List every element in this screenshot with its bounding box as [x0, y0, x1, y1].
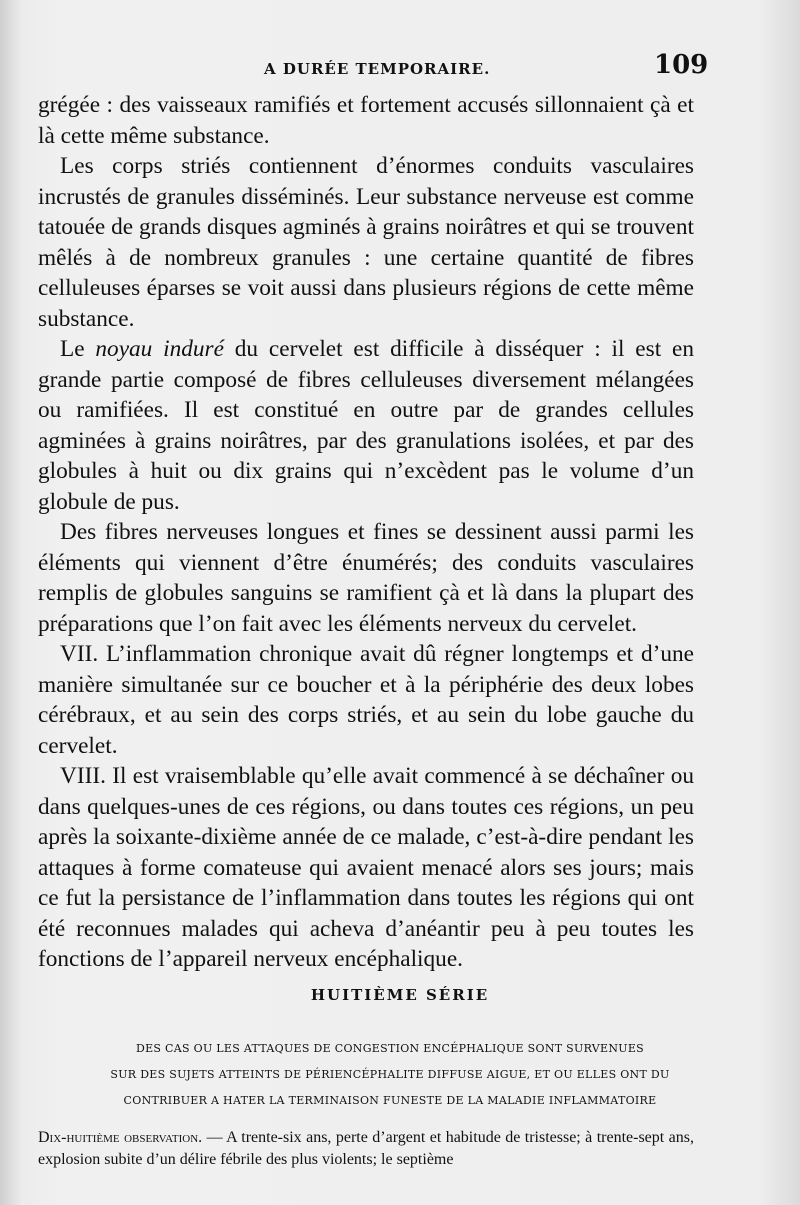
subtitle-line: SUR DES SUJETS ATTEINTS DE PÉRIENCÉPHALITE DIFFUSE AIGUE, ET OU ELLES ONT DU [110, 1068, 670, 1081]
series-title: HUITIÈME SÉRIE [310, 986, 490, 1004]
subtitle-line: DES CAS OU LES ATTAQUES DE CONGESTION ENCÉPHALIQUE SONT SURVENUES [135, 1042, 645, 1055]
paragraph: Des fibres nerveuses longues et fines se dessinent aussi parmi les éléments qui viennent d’être énumérés; des conduits vasculaires remplis de globules sanguins se ramifient çà et là dans la plupart des préparations que l’on fait avec les éléments nerveux du cervelet. [38, 519, 694, 637]
subtitle-line: CONTRIBUER A HATER LA TERMINAISON FUNESTE DE LA MALADIE INFLAMMATOIRE [123, 1094, 657, 1107]
italic-term: noyau induré [95, 336, 224, 362]
page-header [36, 46, 709, 80]
running-title: A DURÉE TEMPORAIRE. [264, 60, 491, 78]
paragraph: VII. L’inflammation chronique avait dû régner longtemps et d’une manière simultanée sur ce boucher et à la périphérie des deux lobes cérébraux, et au sein des corps striés, et au sein du lobe gauche du cervelet. [38, 641, 694, 759]
page-number: 109 [654, 50, 709, 80]
observation-text: — A trente-six ans, perte d’argent et habitude de tristesse; à trente-sept ans, explosion subite d’un délire fébrile des plus violents; le septième [38, 1129, 694, 1168]
paragraph: grégée : des vaisseaux ramifiés et fortement accusés sillonnaient çà et là cette même substance. [38, 92, 694, 149]
paragraph: Les corps striés contiennent d’énormes conduits vasculaires incrustés de granules disséminés. Leur substance nerveuse est comme tatouée de grands disques agminés à grains noirâtres et qui se trouvent mêlés à de nombreux granules : une certaine quantité de fibres celluleuses éparses se voit aussi dans plusieurs régions de cette même substance. [38, 153, 694, 332]
observation-lead: Dix-huitième observation. [38, 1129, 203, 1146]
paragraph: Le noyau induré du cervelet est difficile à disséquer : il est en grande partie composé de fibres celluleuses diversement mélangées ou ramifiées. Il est constitué en outre par de grandes cellules agminées à grains noirâtres, par des granulations isolées, et par des globules à huit ou dix grains qui n’excèdent pas le volume d’un globule de pus. [38, 336, 694, 515]
paragraph: VIII. Il est vraisemblable qu’elle avait commencé à se déchaîner ou dans quelques-unes de ces régions, ou dans toutes ces régions, un peu après la soixante-dixième année de ce malade, c’est-à-dire pendant les attaques à forme comateuse qui avaient menacé alors ses jours; mais ce fut la persistance de l’inflammation dans toutes les régions qui ont été reconnues malades qui acheva d’anéantir peu à peu toutes les fonctions de l’appareil nerveux encéphalique. [38, 763, 694, 972]
body-text [38, 90, 694, 975]
observation-paragraph [38, 1127, 694, 1171]
series-subtitle [80, 1036, 700, 1114]
